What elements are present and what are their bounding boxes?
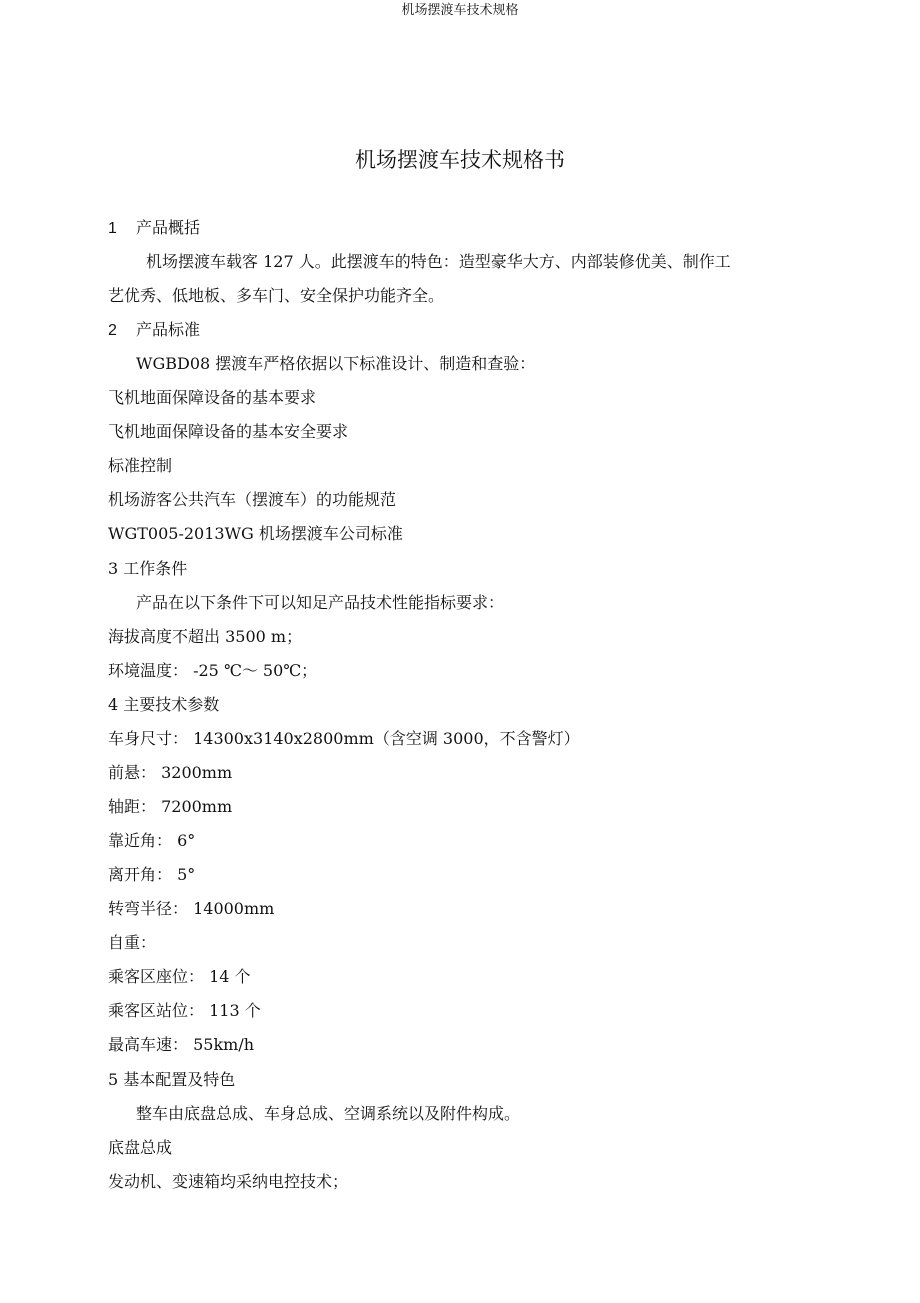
document-title: 机场摆渡车技术规格书 (355, 148, 565, 172)
section-1-paragraph-line-2: 艺优秀、低地板、多车门、安全保护功能齐全。 (108, 286, 445, 305)
param-item: 前悬： 3200mm (108, 763, 233, 782)
section-4-heading: 4 主要技术参数 (108, 695, 220, 714)
running-header: 机场摆渡车技术规格 (401, 3, 519, 18)
standard-item: 机场游客公共汽车（摆渡车）的功能规范 (108, 490, 397, 509)
param-item: 车身尺寸： 14300x3140x2800mm（含空调 3000，不含警灯） (108, 729, 580, 748)
section-2-heading (108, 320, 200, 341)
section-3-heading: 3 工作条件 (108, 559, 188, 578)
section-2-intro: WGBD08 摆渡车严格依据以下标准设计、制造和查验： (136, 354, 536, 373)
section-1-number: 1 (108, 220, 117, 237)
param-item: 离开角： 5° (108, 865, 196, 884)
section-3-intro: 产品在以下条件下可以知足产品技术性能指标要求： (136, 593, 505, 612)
param-item: 轴距： 7200mm (108, 797, 233, 816)
section-5-subheading: 底盘总成 (108, 1138, 173, 1157)
param-item: 最高车速： 55km/h (108, 1035, 255, 1054)
param-item: 自重： (108, 933, 157, 952)
standard-item: 标准控制 (108, 456, 173, 475)
param-item: 靠近角： 6° (108, 831, 196, 850)
section-2-title: 产品标准 (136, 320, 201, 339)
standard-item: WGT005-2013WG 机场摆渡车公司标准 (108, 524, 403, 543)
section-5-item: 发动机、变速箱均采纳电控技术； (108, 1172, 349, 1191)
section-2-number: 2 (108, 322, 117, 339)
standard-item: 飞机地面保障设备的基本安全要求 (108, 422, 349, 441)
section-1-paragraph-line-1: 机场摆渡车载客 127 人。此摆渡车的特色：造型豪华大方、内部装修优美、制作工 (146, 252, 731, 271)
section-5-intro: 整车由底盘总成、车身总成、空调系统以及附件构成。 (136, 1104, 521, 1123)
section-5-heading: 5 基本配置及特色 (108, 1070, 236, 1089)
standard-item: 飞机地面保障设备的基本要求 (108, 388, 317, 407)
param-item: 乘客区站位： 113 个 (108, 1001, 261, 1020)
condition-item: 海拔高度不超出 3500 m； (108, 627, 303, 646)
param-item: 转弯半径： 14000mm (108, 899, 275, 918)
section-1-title: 产品概括 (136, 218, 201, 237)
section-1-heading (108, 218, 200, 239)
condition-item: 环境温度： -25 ℃～ 50℃； (108, 661, 318, 680)
param-item: 乘客区座位： 14 个 (108, 967, 251, 986)
